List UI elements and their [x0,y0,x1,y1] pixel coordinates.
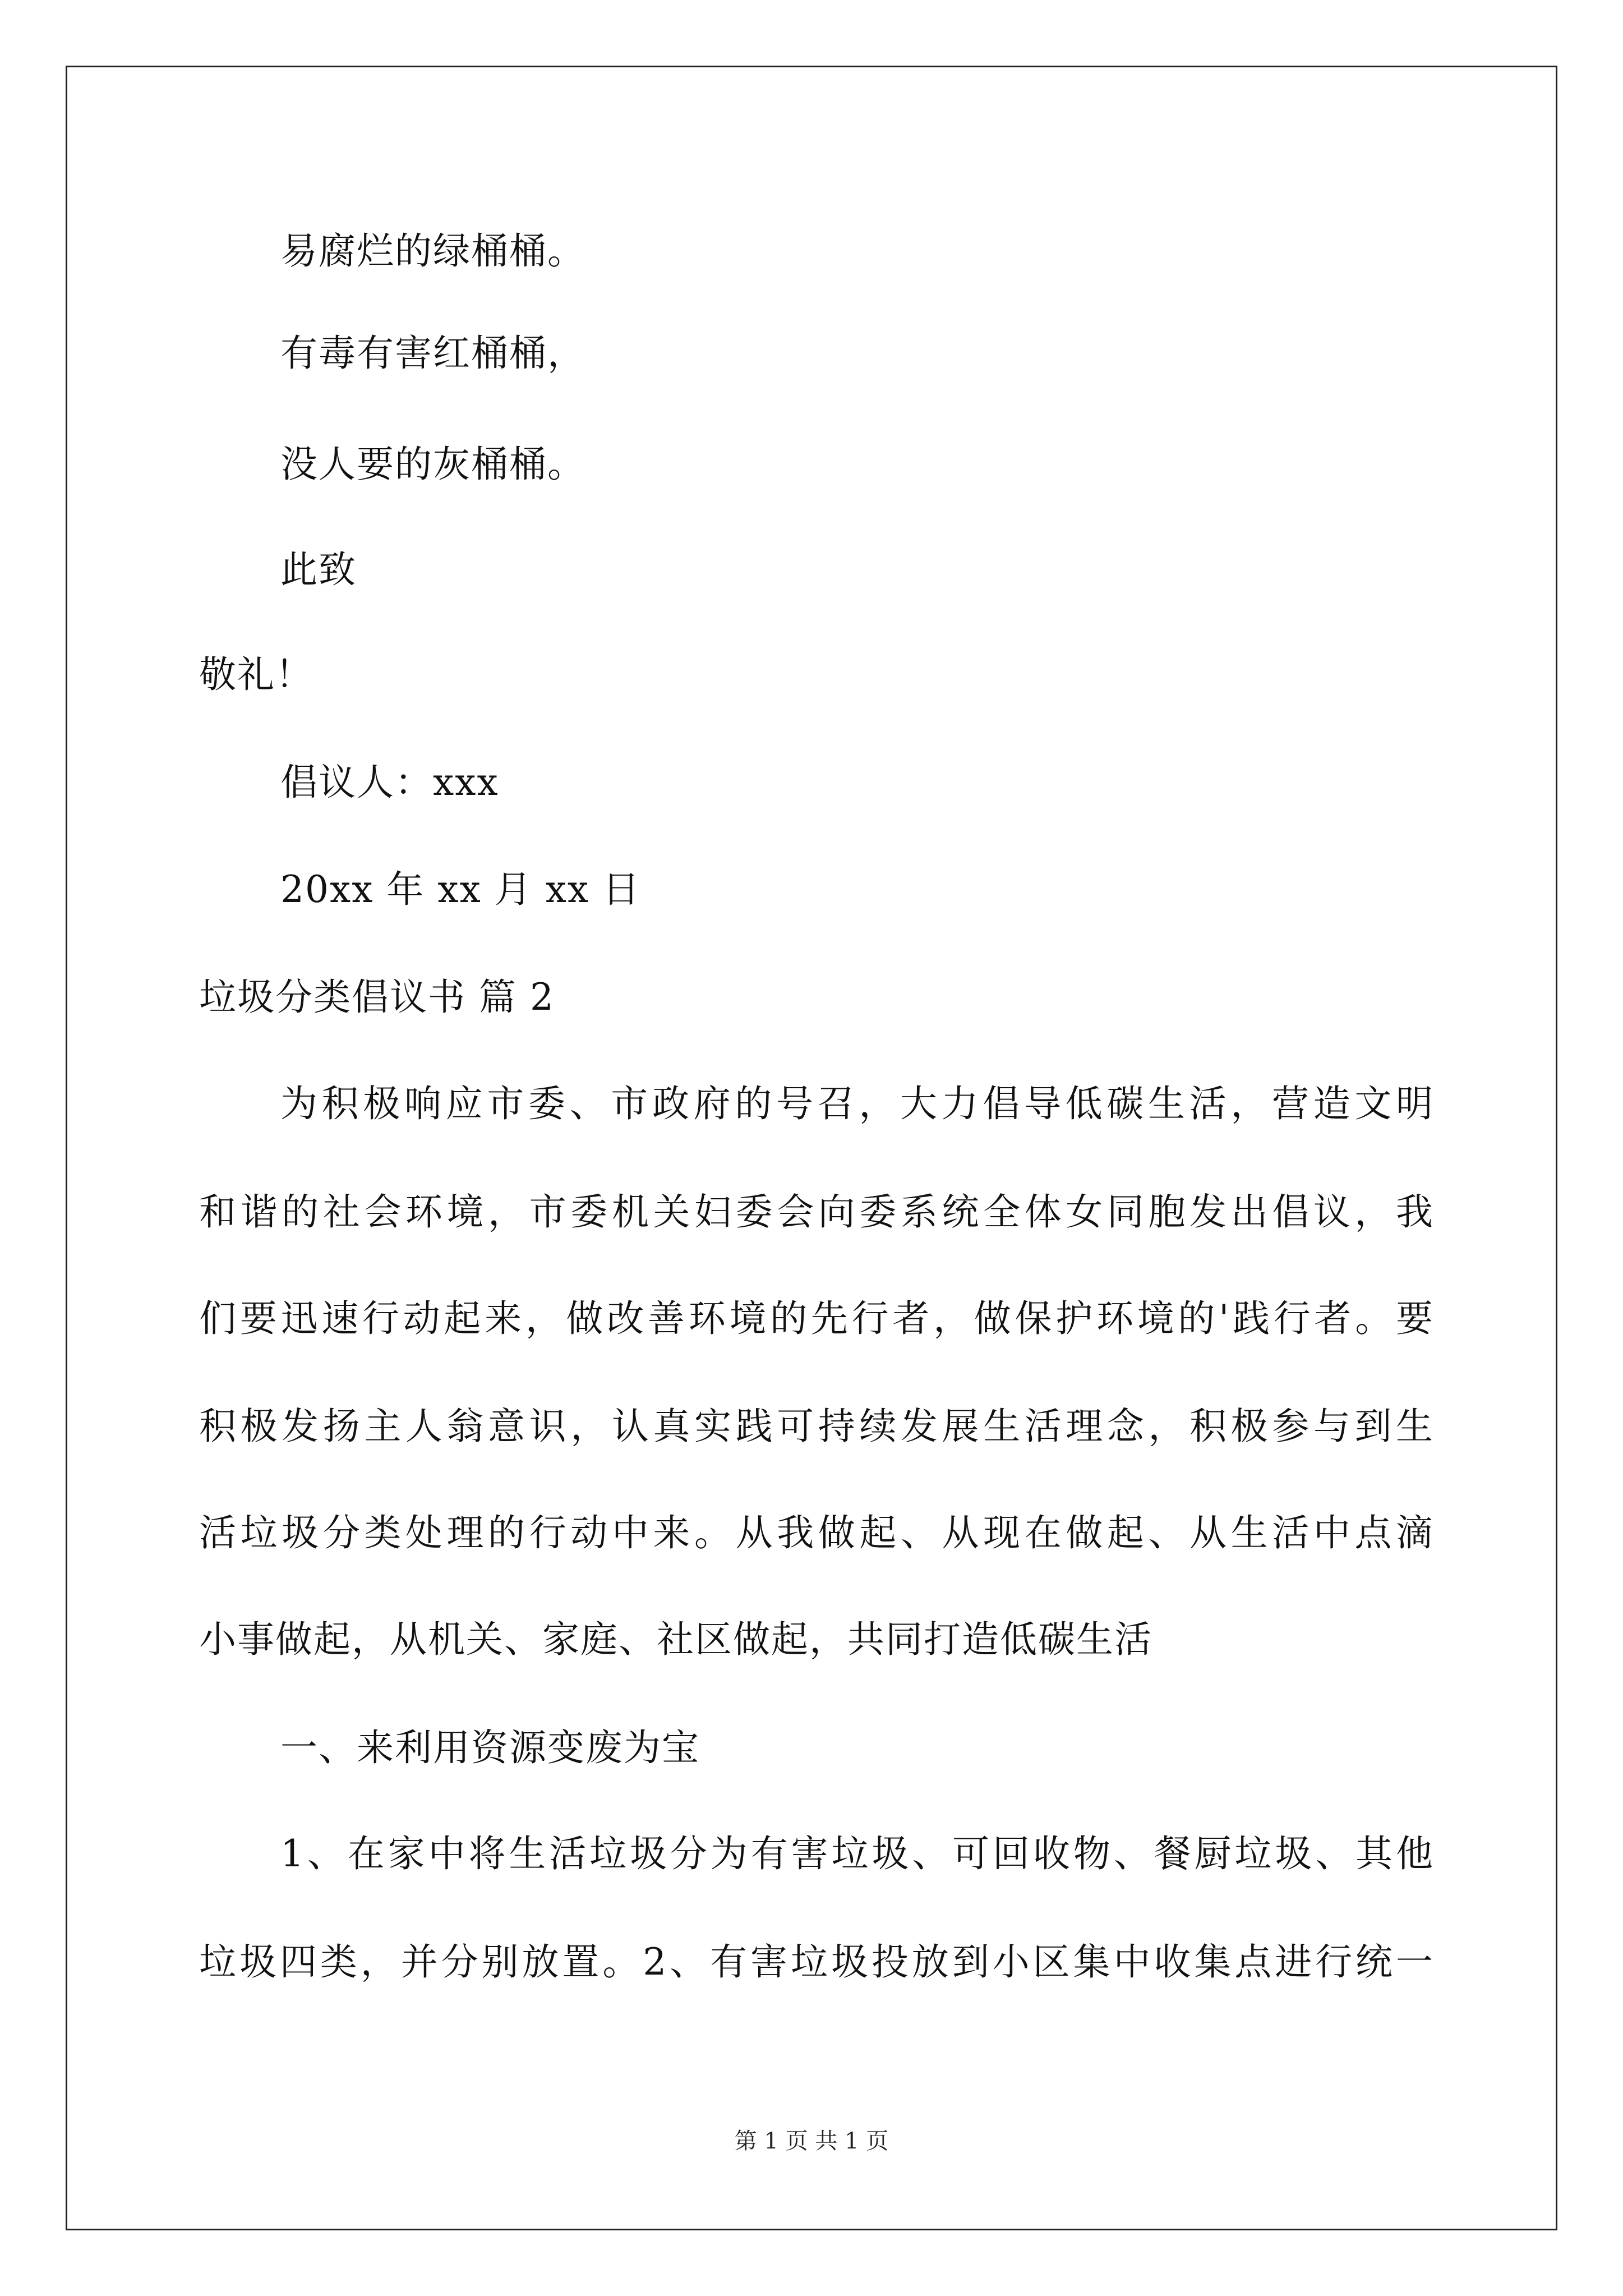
page-border [66,66,1557,2230]
paragraph-line: 小事做起，从机关、家庭、社区做起，共同打造低碳生活 [199,1618,1152,1661]
paragraph-line: 垃圾四类，并分别放置。2、有害垃圾投放到小区集中收集点进行统一 [199,1940,1433,1984]
page-footer: 第 1 页 共 1 页 [734,2128,889,2154]
signatory: 倡议人：xxx [280,761,499,804]
paragraph-line: 积极发扬主人翁意识，认真实践可持续发展生活理念，积极参与到生 [199,1405,1433,1448]
paragraph-line: 活垃圾分类处理的行动中来。从我做起、从现在做起、从生活中点滴 [199,1511,1433,1554]
paragraph-line: 为积极响应市委、市政府的号召，大力倡导低碳生活，营造文明 [280,1082,1433,1125]
closing-salutation: 此致 [280,548,357,591]
subheading: 一、来利用资源变废为宝 [280,1726,700,1769]
body-line: 易腐烂的绿桶桶。 [280,229,585,273]
paragraph-line: 们要迅速行动起来，做改善环境的先行者，做保护环境的'践行者。要 [199,1297,1433,1340]
paragraph-line: 1、在家中将生活垃圾分为有害垃圾、可回收物、餐厨垃圾、其他 [280,1832,1433,1875]
closing-regards: 敬礼！ [199,653,313,696]
paragraph-line: 和谐的社会环境，市委机关妇委会向委系统全体女同胞发出倡议，我 [199,1190,1433,1234]
body-line: 没人要的灰桶桶。 [280,443,585,486]
date-line: 20xx 年 xx 月 xx 日 [280,868,641,911]
section-title: 垃圾分类倡议书 篇 2 [199,976,555,1019]
body-line: 有毒有害红桶桶， [280,332,585,375]
